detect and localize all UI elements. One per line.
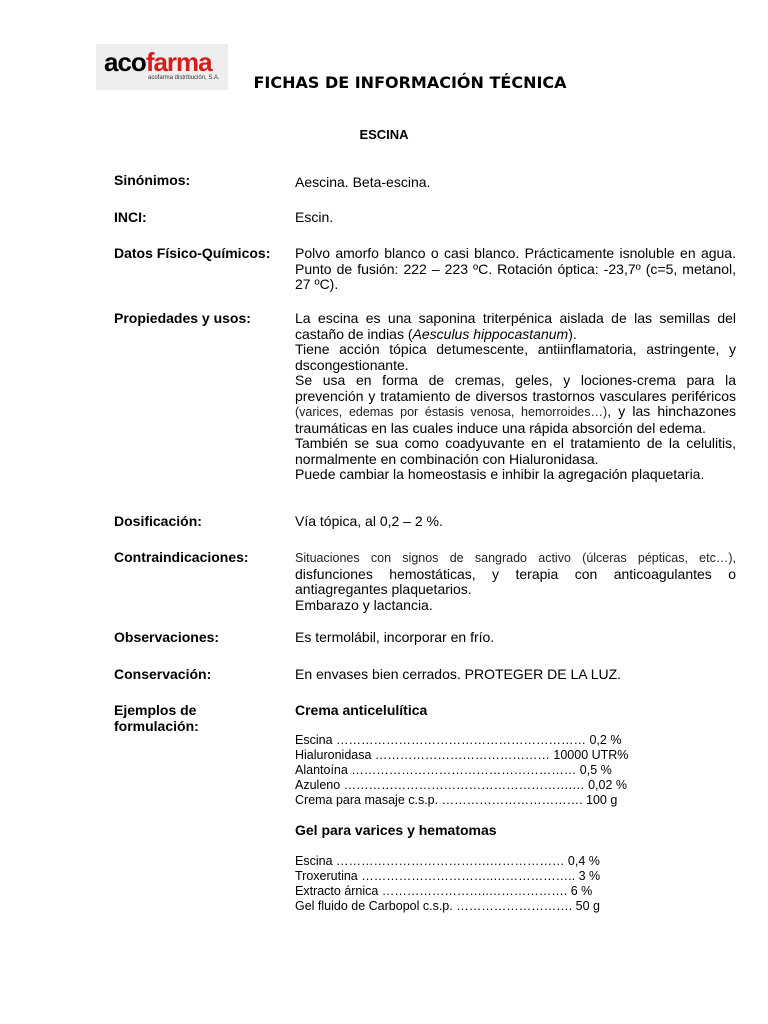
label-ejemplos: Ejemplos de formulación: [114, 702, 199, 734]
label-sinonimos: Sinónimos: [114, 172, 191, 188]
crema-line: Azuleno ……………………………………………….… 0,02 % [295, 777, 628, 792]
crema-line: Crema para masaje c.s.p. ……………………………. 100 g [295, 792, 618, 807]
label-inci: INCI: [114, 209, 147, 225]
propiedades-p2: Tiene acción tópica detumescente, antiinflamatoria, astringente, y dscongestionante. [295, 341, 736, 373]
value-propiedades [295, 311, 736, 483]
product-name: ESCINA [359, 127, 409, 142]
label-datos: Datos Físico-Químicos: [114, 245, 271, 261]
gel-title: Gel para varices y hematomas [295, 821, 497, 838]
contraindicaciones-p1: Situaciones con signos de sangrado activo (úlceras pépticas, etc…), disfunciones hemostáticas, y terapia con anticoagulantes o antiagregantes plaquetarios. [295, 551, 736, 597]
label-observaciones: Observaciones: [114, 629, 220, 645]
crema-line: Escina …………………………………………………… 0,2 % [295, 732, 622, 747]
document-title: FICHAS DE INFORMACIÓN TÉCNICA [253, 73, 567, 92]
gel-line: Extracto árnica ……………………..………………. 6 % [295, 884, 593, 898]
propiedades-p5: Puede cambiar la homeostasis e inhibir la agregación plaquetaria. [295, 466, 705, 482]
propiedades-p4: También se sua como coadyuvante en el tratamiento de la celulitis, normalmente en combinación con Hialuronidasa. [295, 435, 736, 467]
value-sinonimos: Aescina. Beta-escina. [295, 174, 431, 190]
value-dosificacion: Vía tópica, al 0,2 – 2 %. [295, 513, 443, 529]
label-propiedades: Propiedades y usos: [114, 310, 251, 326]
gel-line: Gel fluido de Carbopol c.s.p. ………………………. 50 g [295, 899, 600, 913]
value-datos [295, 246, 736, 293]
label-contraindicaciones: Contraindicaciones: [114, 549, 249, 565]
latin-name: Aesculus hippocastanum [412, 325, 569, 342]
crema-title: Crema anticelulítica [295, 702, 428, 718]
value-inci: Escin. [295, 209, 334, 225]
logo-wordmark: acofarma [104, 47, 212, 77]
datos-text: Polvo amorfo blanco o casi blanco. Prácticamente isnoluble en agua. Punto de fusión: 222 – 223 ºC. Rotación óptica: -23,7º (c=5, metanol, 27 ºC). [295, 245, 736, 292]
label-dosificacion: Dosificación: [114, 513, 202, 529]
propiedades-p1: La escina es una saponina triterpénica aislada de las semillas del castaño de indias (Aesculus hippocastanum). [295, 310, 736, 342]
value-conservacion: En envases bien cerrados. PROTEGER DE LA LUZ. [295, 666, 622, 682]
label-conservacion: Conservación: [114, 666, 212, 682]
gel-line: Escina ……………………………….……………… 0,4 % [295, 854, 600, 868]
logo-subtitle: acofarma distribución, S.A. [148, 75, 220, 81]
crema-line: Hialuronidasa …………………………………… 10000 UTR% [295, 747, 629, 762]
contraindicaciones-p2: Embarazo y lactancia. [295, 596, 433, 613]
crema-line: Alantoína ……………………………………………… 0,5 % [295, 762, 612, 777]
value-ejemplos [295, 703, 736, 914]
value-observaciones: Es termolábil, incorporar en frío. [295, 629, 495, 645]
value-contraindicaciones [295, 550, 736, 613]
gel-line: Troxerutina …………………………..……………….. 3 % [295, 869, 601, 883]
propiedades-p3: Se usa en forma de cremas, geles, y lociones-crema para la prevención y tratamiento de diversos trastornos vasculares periféricos (varices, edemas por éstasis venosa, hemorroides…), y las hinchazones traumáticas en las cuales induce una rápida absorción del edema. [295, 372, 736, 436]
